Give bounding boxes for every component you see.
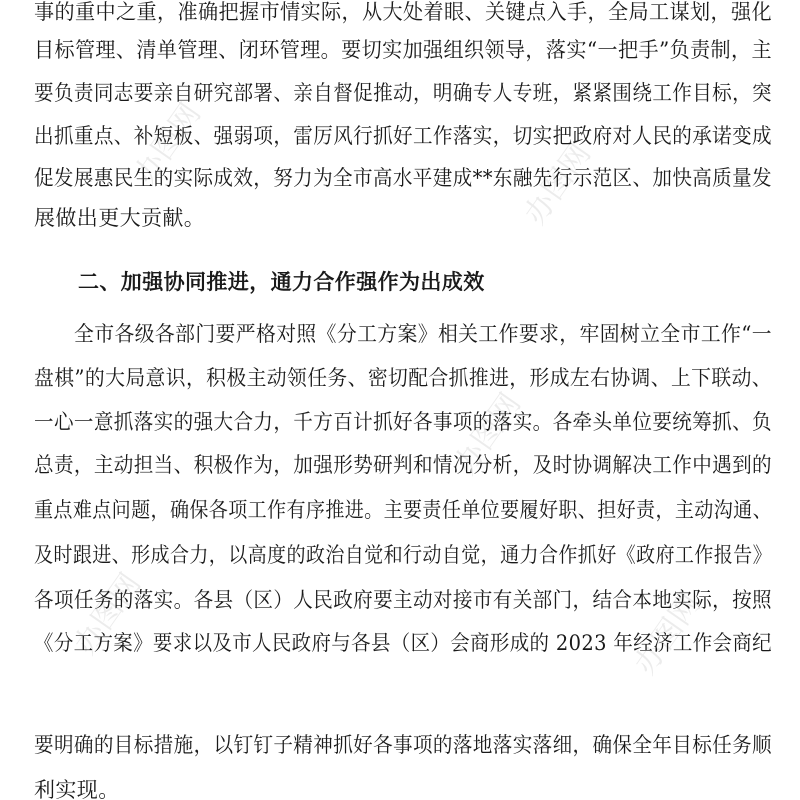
paragraph-1-line: 事的重中之重，准确把握市情实际，从大处着眼、关键点入手，全局工谋划，强化 bbox=[34, 0, 772, 24]
watermark: 办图网 bbox=[127, 97, 209, 191]
paragraph-2-line: 各项任务的落实。各县（区）人民政府要主动对接市有关部门，结合本地实际，按照 bbox=[34, 588, 772, 612]
paragraph-2-line: 及时跟进、形成合力，以高度的政治自觉和行动自觉，通力合作抓好《政府工作报告》 bbox=[34, 543, 772, 567]
paragraph-2-line: 重点难点问题，确保各项工作有序推进。主要责任单位要履好职、担好责，主动沟通、 bbox=[34, 498, 772, 522]
paragraph-2-line: 全市各级各部门要严格对照《分工方案》相关工作要求，牢固树立全市工作“一 bbox=[74, 322, 772, 346]
watermark: 办图网 bbox=[447, 387, 529, 481]
paragraph-2-line: 盘棋”的大局意识，积极主动领任务、密切配合抓推进，形成左右协调、上下联动、 bbox=[34, 366, 772, 390]
paragraph-2-line: 总责，主动担当、积极作为，加强形势研判和情况分析，及时协调解决工作中遇到的 bbox=[34, 453, 772, 477]
section-heading: 二、加强协同推进，通力合作强作为出成效 bbox=[78, 270, 485, 294]
paragraph-1-line: 促发展惠民生的实际成效，努力为全市高水平建成**东融先行示范区、加快高质量发 bbox=[34, 166, 772, 190]
paragraph-1-line: 展做出更大贡献。 bbox=[34, 206, 206, 230]
watermark: 办图网 bbox=[627, 587, 709, 681]
watermark: 办图网 bbox=[517, 137, 599, 231]
paragraph-2-line: 《分工方案》要求以及市人民政府与各县（区）会商形成的 2023 年经济工作会商纪 bbox=[34, 631, 772, 655]
paragraph-1-line: 出抓重点、补短板、强弱项，雷厉风行抓好工作落实，切实把政府对人民的承诺变成 bbox=[34, 124, 772, 148]
paragraph-2-line: 一心一意抓落实的强大合力，千方百计抓好各事项的落实。各牵头单位要统筹抓、负 bbox=[34, 410, 772, 434]
paragraph-3-line: 利实现。 bbox=[34, 778, 120, 800]
paragraph-1-line: 要负责同志要亲自研究部署、亲自督促推动，明确专人专班，紧紧围绕工作目标，突 bbox=[34, 81, 772, 105]
watermark: 办图网 bbox=[67, 567, 149, 661]
paragraph-3-line: 要明确的目标措施，以钉钉子精神抓好各事项的落地落实落细，确保全年目标任务顺 bbox=[34, 733, 772, 757]
paragraph-1-line: 目标管理、清单管理、闭环管理。要切实加强组织领导，落实“一把手”负责制，主 bbox=[34, 38, 772, 62]
